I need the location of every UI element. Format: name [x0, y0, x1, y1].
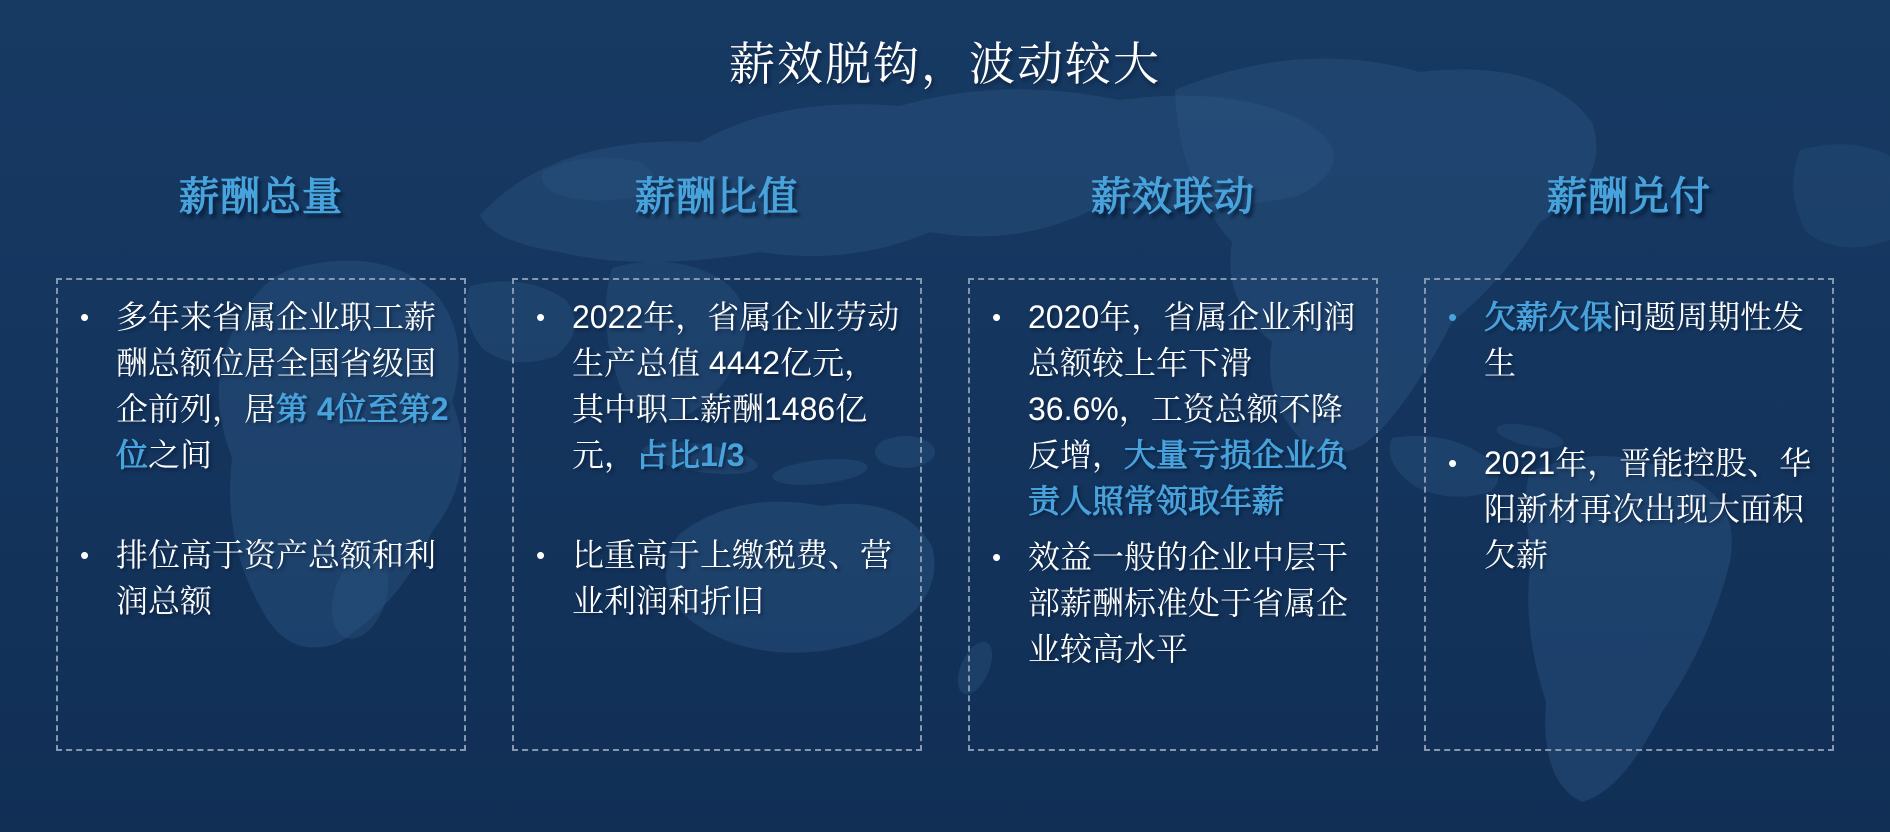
column-1	[56, 166, 466, 751]
list-item	[80, 532, 458, 624]
column-1-box	[56, 278, 466, 751]
column-2	[512, 166, 922, 751]
column-2-header: 薪酬比值	[635, 175, 799, 219]
column-3-header: 薪效联动	[1091, 175, 1255, 219]
bullet-icon: •	[992, 542, 1002, 572]
bullet-icon: •	[80, 540, 90, 570]
bullet-text: 2022年，省属企业劳动生产总值 4442亿元，其中职工薪酬1486亿元，占比1/3	[572, 299, 900, 473]
column-1-header: 薪酬总量	[179, 175, 343, 219]
bullet-text: 多年来省属企业职工薪酬总额位居全国省级国企前列，居第 4位至第2位之间	[116, 299, 449, 473]
list-item	[536, 294, 914, 478]
list-item	[992, 294, 1370, 524]
column-2-box	[512, 278, 922, 751]
column-4-header: 薪酬兑付	[1547, 175, 1711, 219]
list-item	[1448, 440, 1826, 578]
bullet-text: 2020年，省属企业利润总额较上年下滑 36.6%，工资总额不降反增，大量亏损企业负责人照常领取年薪	[1028, 299, 1356, 519]
bullet-icon: •	[536, 540, 546, 570]
column-4-box	[1424, 278, 1834, 751]
column-3-box	[968, 278, 1378, 751]
list-item	[992, 534, 1370, 672]
column-3	[968, 166, 1378, 751]
bullet-text: 效益一般的企业中层干部薪酬标准处于省属企业较高水平	[1028, 539, 1349, 667]
bullet-icon: •	[80, 302, 90, 332]
list-item	[1448, 294, 1826, 386]
slide-title: 薪效脱钩，波动较大	[729, 38, 1161, 90]
bullet-text: 比重高于上缴税费、营业利润和折旧	[572, 537, 893, 619]
bullet-text: 欠薪欠保问题周期性发生	[1484, 299, 1805, 381]
bullet-text: 2021年，晋能控股、华阳新材再次出现大面积欠薪	[1484, 445, 1812, 573]
bullet-icon: •	[1448, 302, 1458, 332]
bullet-icon: •	[992, 302, 1002, 332]
list-item	[80, 294, 458, 478]
bullet-icon: •	[536, 302, 546, 332]
bullet-text: 排位高于资产总额和利润总额	[116, 537, 437, 619]
bullet-icon: •	[1448, 448, 1458, 478]
list-item	[536, 532, 914, 624]
column-4	[1424, 166, 1834, 751]
columns-container	[56, 166, 1834, 751]
